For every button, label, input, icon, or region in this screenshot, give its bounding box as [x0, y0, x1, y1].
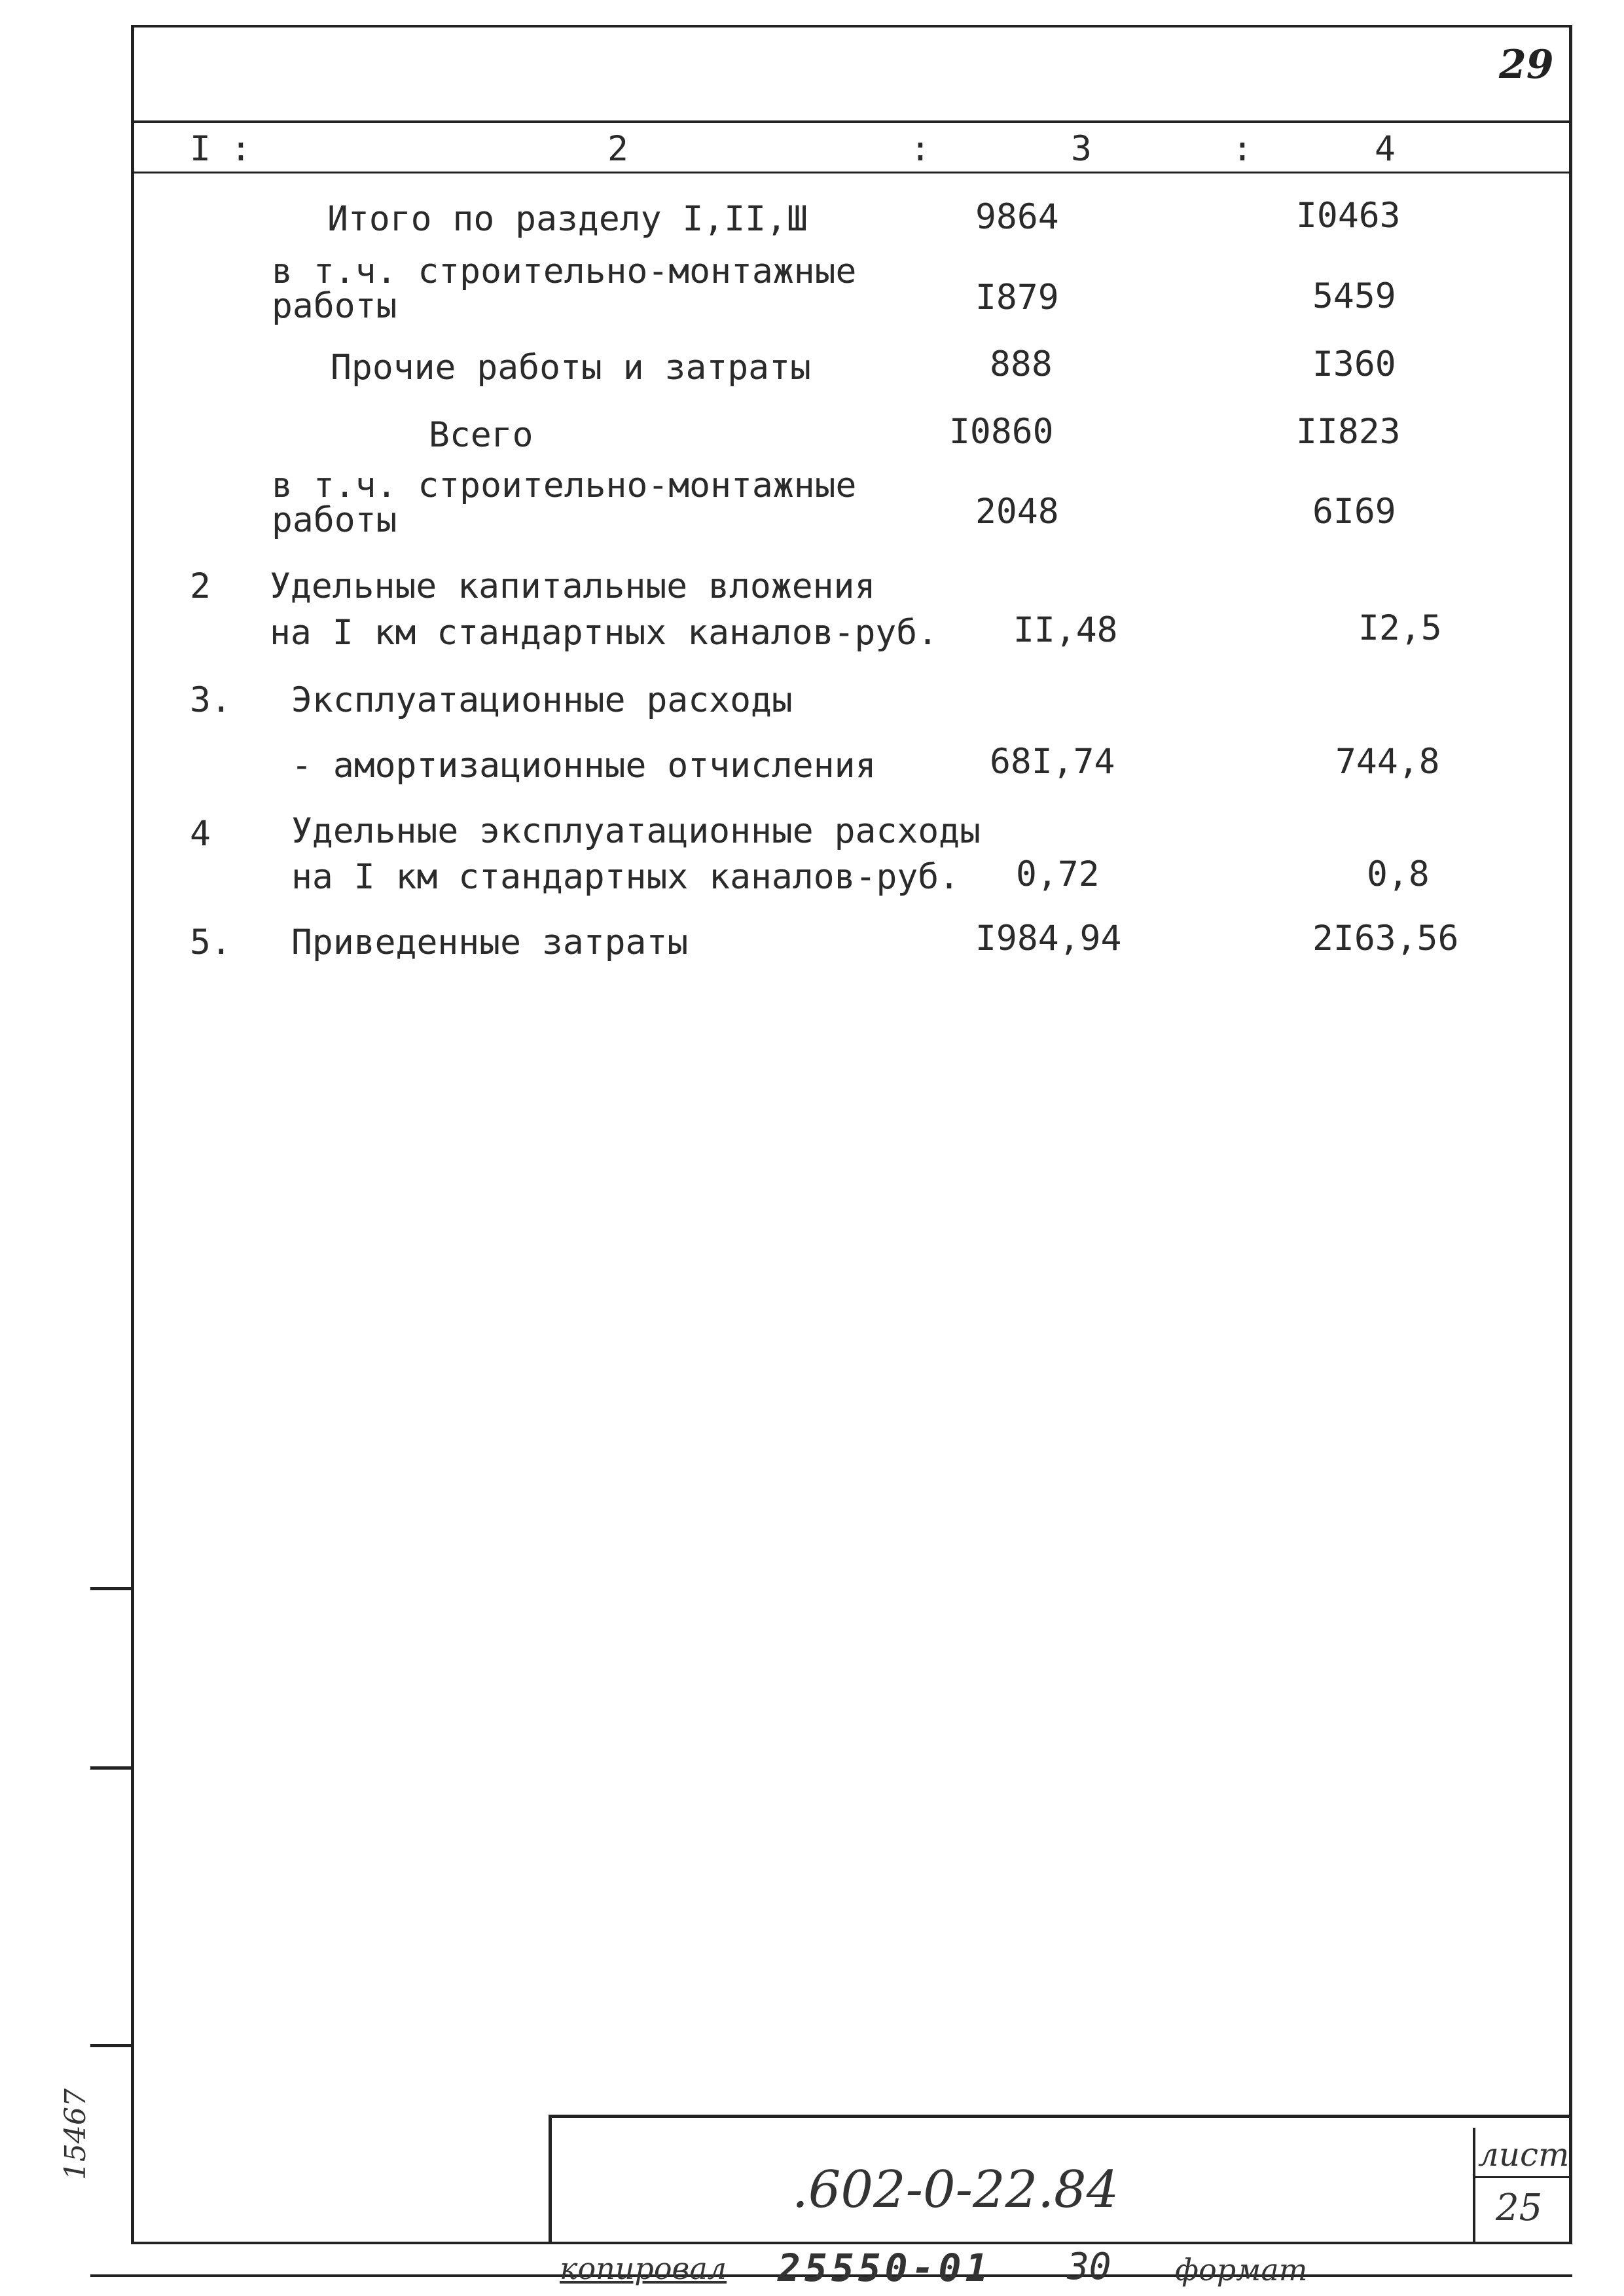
row-label-line1: Удельные капитальные вложения: [270, 566, 876, 606]
sheet-number: 25: [1496, 2187, 1543, 2229]
header-col-2: 2: [607, 129, 628, 169]
row-label: Приведенные затраты: [291, 922, 689, 962]
row-value-col3: 9864: [975, 197, 1059, 237]
row-label-line1: Удельные эксплуатационные расходы: [291, 811, 981, 851]
row-value-col4: 5459: [1312, 276, 1396, 316]
row-value-col4: I0463: [1296, 196, 1401, 236]
margin-tick: [90, 1587, 131, 1590]
footer-number: 30: [1067, 2246, 1111, 2288]
row-label: Итого по разделу I,II,Ш: [327, 199, 808, 239]
row-number: 5.: [190, 922, 232, 962]
row-value-col4: II823: [1296, 412, 1401, 452]
row-value-col3: II,48: [1013, 610, 1118, 650]
row-value-col3: 888: [990, 344, 1053, 384]
header-col-3: 3: [1071, 129, 1092, 169]
footer-format: формат: [1175, 2252, 1308, 2287]
footer-order-number: 25550-01: [778, 2246, 992, 2290]
row-label-line2: работы: [272, 286, 397, 326]
row-value-col3: 68I,74: [990, 742, 1115, 782]
footer-copied: копировал: [560, 2251, 727, 2286]
row-label-line1: в т.ч. строительно-монтажные: [272, 251, 857, 291]
row-value-col4: 2I63,56: [1312, 919, 1459, 958]
header-col-4: 4: [1375, 129, 1396, 169]
document-code: .602-0-22.84: [792, 2160, 1119, 2219]
header-sep-2: :: [910, 129, 931, 169]
row-value-col3: I879: [975, 278, 1059, 318]
row-value-col4: I2,5: [1358, 608, 1442, 648]
header-sep-3: :: [1232, 129, 1253, 169]
row-value-col4: 6I69: [1312, 492, 1396, 532]
row-value-col3: 2048: [975, 492, 1059, 532]
row-value-col4: 0,8: [1367, 854, 1430, 894]
row-label-line2: на I км стандартных каналов-руб.: [291, 857, 960, 897]
frame-left: [131, 25, 134, 2244]
row-label: - амортизационные отчисления: [291, 746, 876, 786]
title-block-left: [549, 2115, 552, 2242]
frame-top: [131, 25, 1571, 27]
margin-tick: [90, 1766, 131, 1770]
row-label: Эксплуатационные расходы: [291, 680, 793, 720]
sheet-label: лист: [1478, 2136, 1570, 2174]
page-number: 29: [1499, 42, 1554, 88]
margin-tick: [90, 2044, 131, 2047]
row-number: 4: [190, 814, 211, 854]
row-value-col4: 744,8: [1335, 742, 1440, 782]
row-value-col3: I984,94: [975, 919, 1122, 958]
row-value-col4: I360: [1312, 344, 1396, 384]
header-sep-1: :: [230, 129, 251, 169]
row-value-col3: 0,72: [1016, 854, 1100, 894]
row-label-line2: на I км стандартных каналов-руб.: [270, 613, 939, 653]
header-col-1: I: [190, 129, 211, 169]
header-top-rule: [134, 120, 1569, 123]
row-label-line2: работы: [272, 500, 397, 540]
margin-note: 15467: [59, 2088, 92, 2180]
title-block-top: [549, 2115, 1572, 2118]
row-label: Прочие работы и затраты: [331, 348, 811, 388]
title-block-sheet-midline: [1473, 2176, 1571, 2178]
frame-right: [1569, 25, 1572, 2244]
header-bottom-rule: [134, 172, 1569, 173]
row-number: 2: [190, 566, 211, 606]
row-number: 3.: [190, 680, 232, 720]
row-label: Всего: [429, 415, 533, 455]
row-label-line1: в т.ч. строительно-монтажные: [272, 465, 857, 505]
title-block-sheet-divider: [1473, 2128, 1475, 2242]
row-value-col3: I0860: [949, 412, 1054, 452]
frame-bottom: [131, 2242, 1572, 2244]
